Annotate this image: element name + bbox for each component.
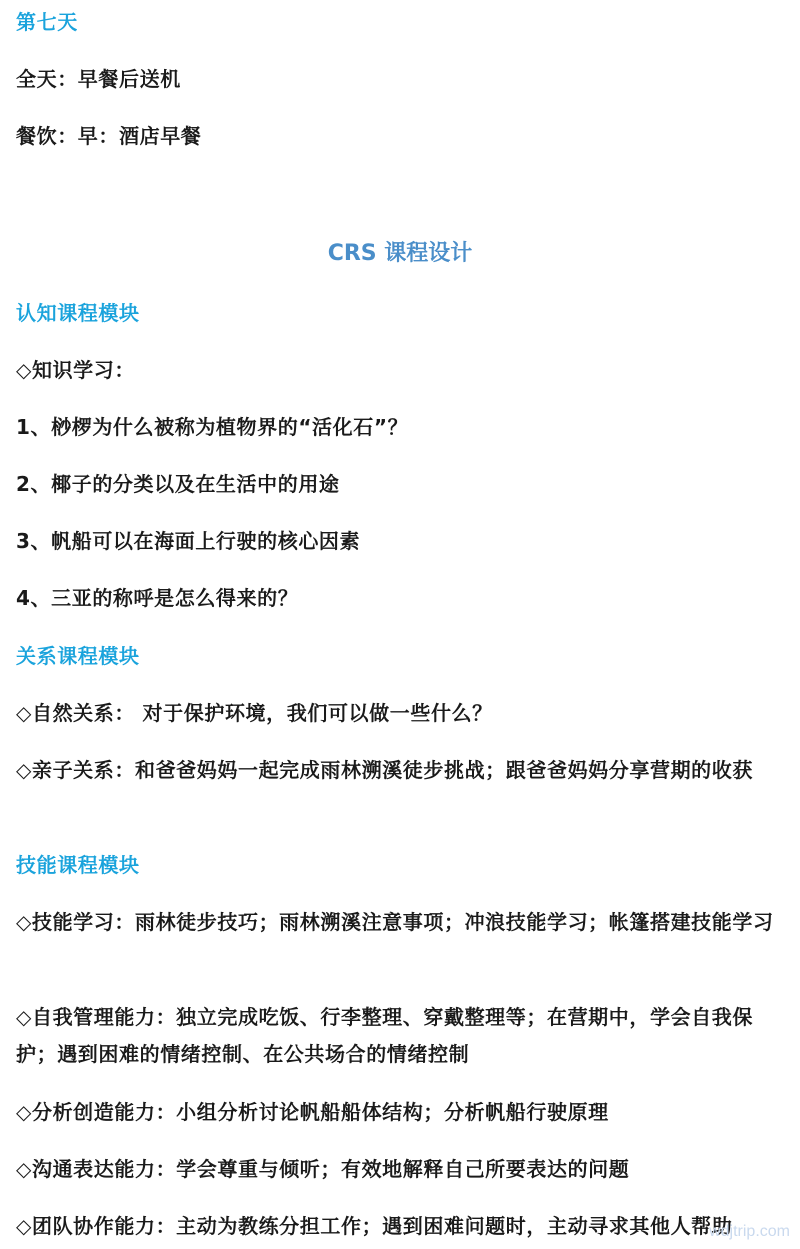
skill-heading: 技能课程模块 xyxy=(16,853,140,877)
skill-item: ◇技能学习：雨林徒步技巧；雨林溯溪注意事项；冲浪技能学习；帐篷搭建技能学习 xyxy=(16,910,774,934)
skill-item: ◇沟通表达能力：学会尊重与倾听；有效地解释自己所要表达的问题 xyxy=(16,1157,630,1181)
skill-item: ◇团队协作能力：主动为教练分担工作；遇到困难问题时，主动寻求其他人帮助 xyxy=(16,1214,733,1238)
skill-item: ◇分析创造能力：小组分析讨论帆船船体结构；分析帆船行驶原理 xyxy=(16,1100,609,1124)
knowledge-item: 2、椰子的分类以及在生活中的用途 xyxy=(16,472,340,496)
relation-heading: 关系课程模块 xyxy=(16,644,140,668)
course-title: CRS 课程设计 xyxy=(327,241,473,266)
knowledge-item: 1、桫椤为什么被称为植物界的“活化石”？ xyxy=(16,415,409,439)
day-all-day: 全天：早餐后送机 xyxy=(16,67,181,91)
knowledge-item: 3、帆船可以在海面上行驶的核心因素 xyxy=(16,529,361,553)
day-title: 第七天 xyxy=(16,10,78,34)
relation-item: ◇自然关系： 对于保护环境，我们可以做一些什么？ xyxy=(16,701,493,725)
relation-item: ◇亲子关系：和爸爸妈妈一起完成雨林溯溪徒步挑战；跟爸爸妈妈分享营期的收获 xyxy=(16,758,753,782)
skill-item: ◇自我管理能力：独立完成吃饭、行李整理、穿戴整理等；在营期中，学会自我保护；遇到困难的情绪控制、在公共场合的情绪控制 xyxy=(16,1005,753,1066)
knowledge-item: 4、三亚的称呼是怎么得来的？ xyxy=(16,586,299,610)
day-meals: 餐饮：早：酒店早餐 xyxy=(16,124,202,148)
cognitive-heading: 认知课程模块 xyxy=(16,301,140,325)
watermark: wdjtrip.com xyxy=(709,1223,790,1240)
knowledge-subheading: ◇知识学习： xyxy=(16,358,135,382)
